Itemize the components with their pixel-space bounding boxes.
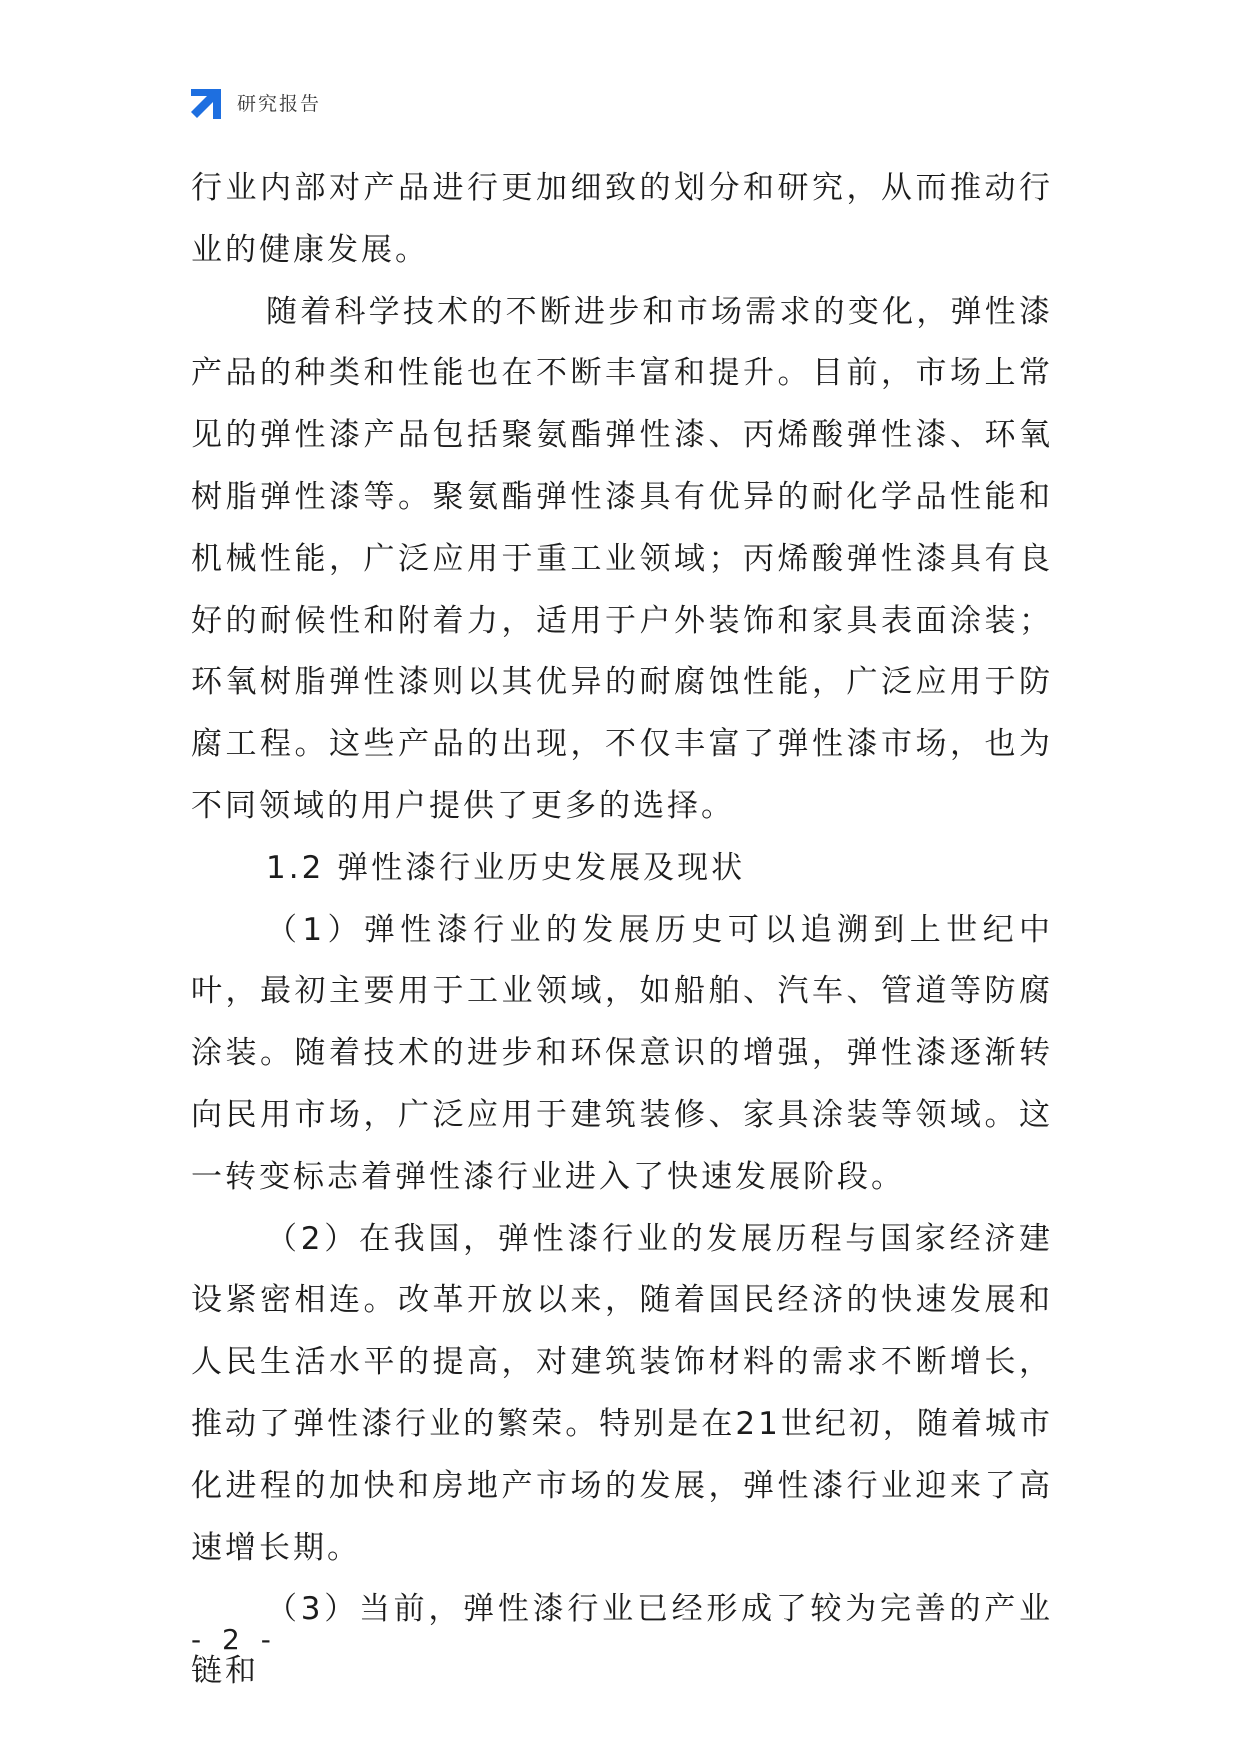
header-title: 研究报告 [237,92,322,115]
arrow-up-right-icon [189,87,223,121]
paragraph-history-1: （1）弹性漆行业的发展历史可以追溯到上世纪中叶，最初主要用于工业领域，如船舶、汽车、管道等防腐涂装。随着技术的进步和环保意识的增强，弹性漆逐渐转向民用市场，广泛应用于建筑装修、家具涂装等领域。这一转变标志着弹性漆行业进入了快速发展阶段。 [191,911,1053,1195]
paragraph-product-types: 随着科学技术的不断进步和市场需求的变化，弹性漆产品的种类和性能也在不断丰富和提升。目前，市场上常见的弹性漆产品包括聚氨酯弹性漆、丙烯酸弹性漆、环氧树脂弹性漆等。聚氨酯弹性漆具有优异的耐化学品性能和机械性能，广泛应用于重工业领域；丙烯酸弹性漆具有良好的耐候性和附着力，适用于户外装饰和家具表面涂装；环氧树脂弹性漆则以其优异的耐腐蚀性能，广泛应用于防腐工程。这些产品的出现，不仅丰富了弹性漆市场，也为不同领域的用户提供了更多的选择。 [191,293,1053,824]
paragraph-history-3: （3）当前，弹性漆行业已经形成了较为完善的产业链和 [191,1591,1053,1690]
report-header [189,86,321,122]
paragraph-continuation: 行业内部对产品进行更加细致的划分和研究，从而推动行业的健康发展。 [191,170,1053,268]
page-number: - 2 - [191,1623,277,1656]
paragraph-history-2: （2）在我国，弹性漆行业的发展历程与国家经济建设紧密相连。改革开放以来，随着国民经济的快速发展和人民生活水平的提高，对建筑装饰材料的需求不断增长，推动了弹性漆行业的繁荣。特别是在21世纪初，随着城市化进程的加快和房地产市场的发展，弹性漆行业迎来了高速增长期。 [191,1220,1053,1566]
section-heading: 1.2 弹性漆行业历史发展及现状 [266,849,746,886]
body-text [191,158,1053,1703]
